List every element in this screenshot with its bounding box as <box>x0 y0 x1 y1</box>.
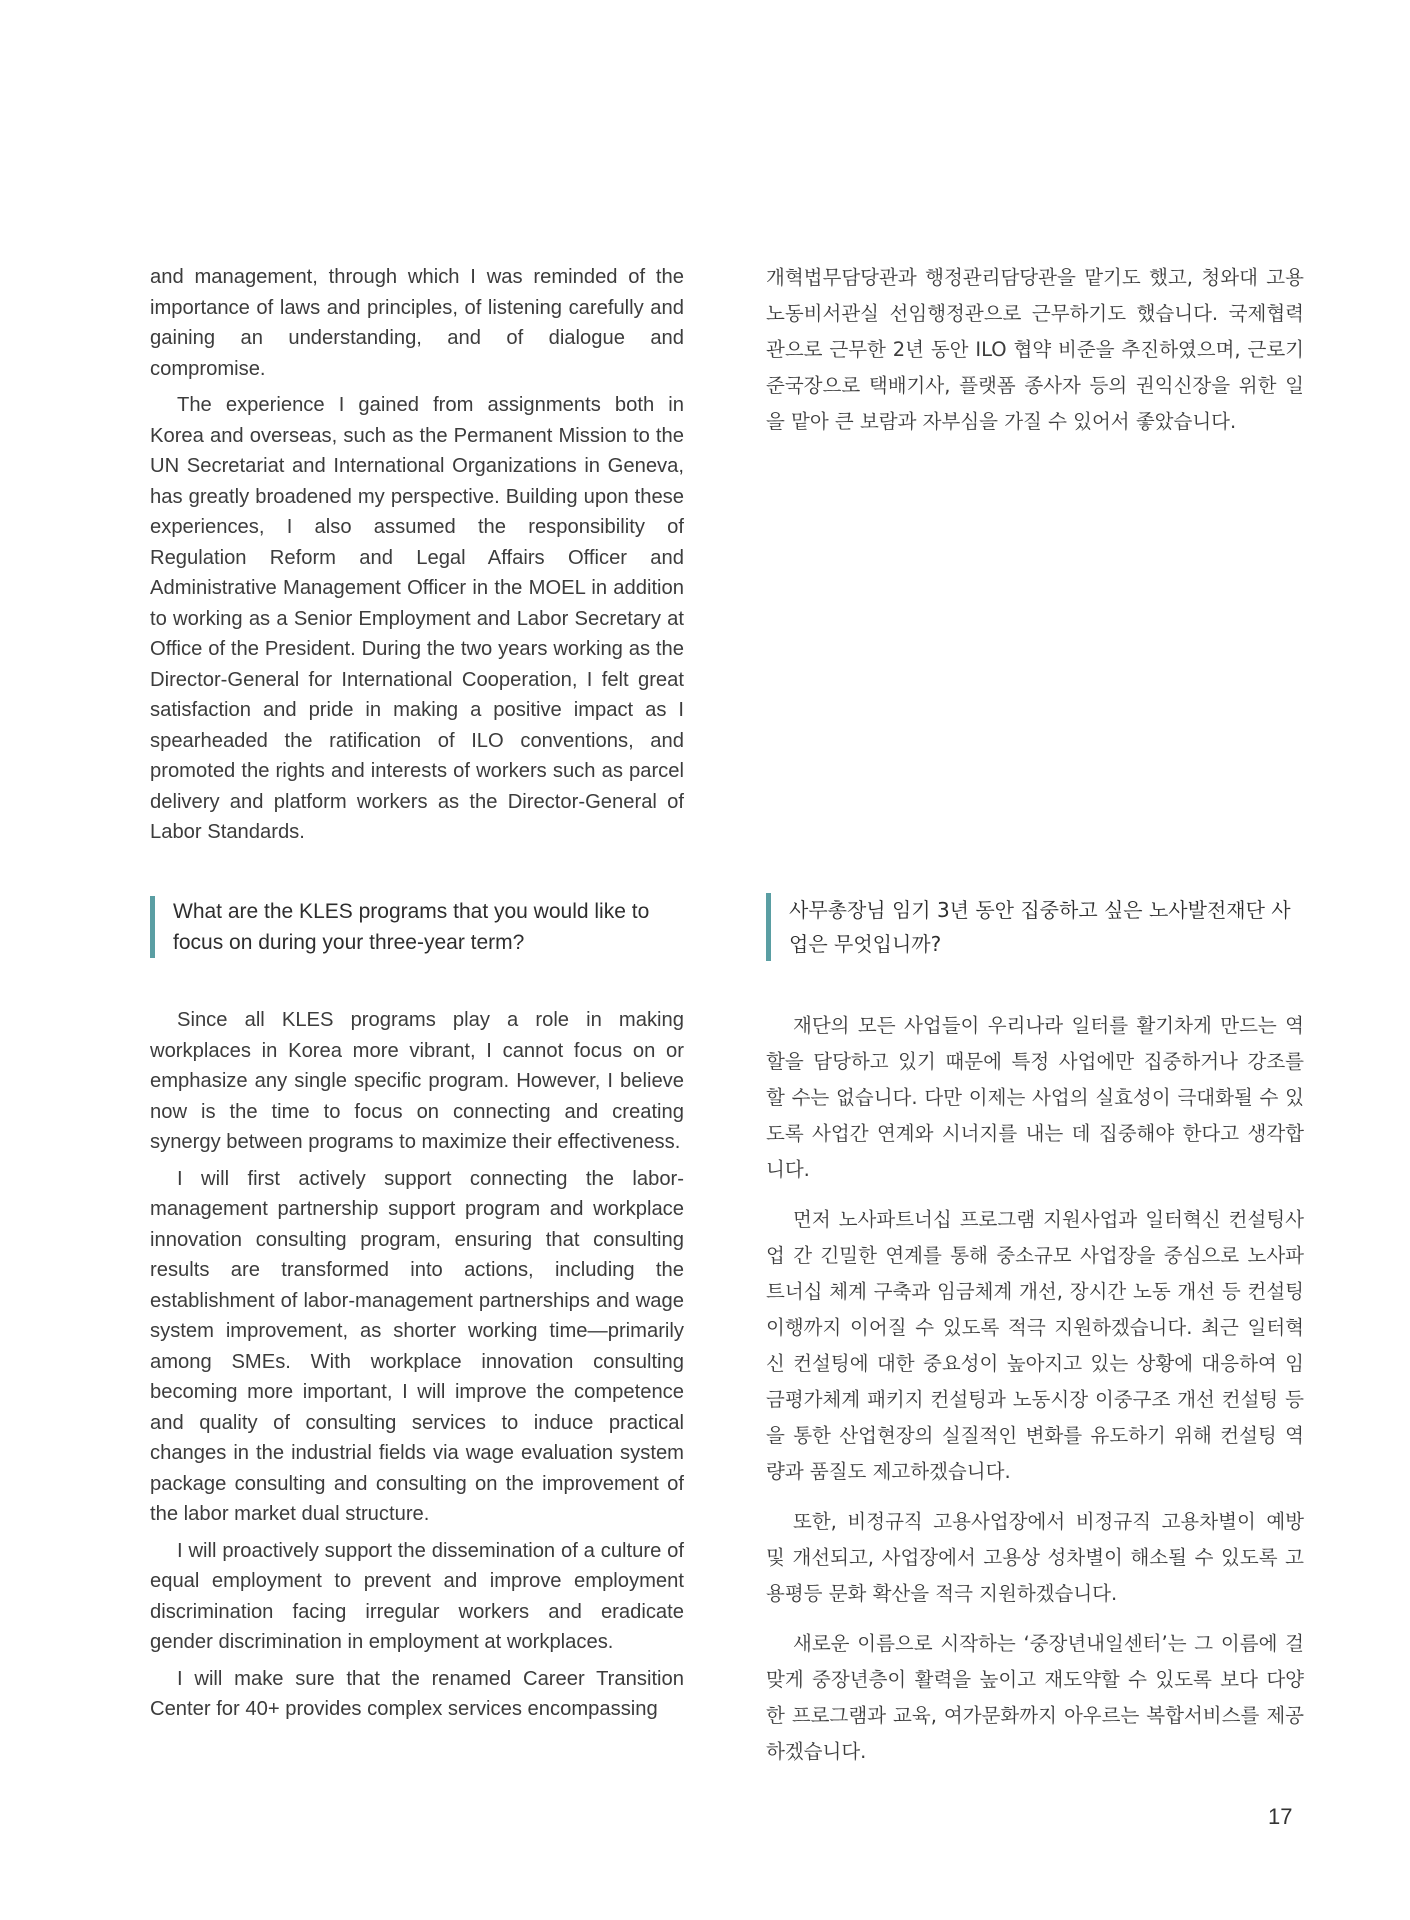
paragraph: The experience I gained from assignments both in Korea and overseas, such as the Permanent Mission to the UN Secretariat and International Organizations in Geneva, has greatly broadened my perspective. Building upon these experiences, I also assumed the responsibility of Regulation Reform and Legal Affairs Officer and Administrative Management Officer in the MOEL in addition to working as a Senior Employment and Labor Secretary at Office of the President. During the two years working as the Director-General for International Cooperation, I felt great satisfaction and pride in making a positive impact as I spearheaded the ratification of ILO conventions, and promoted the rights and interests of workers such as parcel delivery and platform workers as the Director-General of Labor Standards. <box>150 394 684 843</box>
paragraph: 개혁법무담당관과 행정관리담당관을 맡기도 했고, 청와대 고용노동비서관실 선임행정관으로 근무하기도 했습니다. 국제협력관으로 근무한 2년 동안 ILO 협약 비준을 추진하였으며, 근로기준국장으로 택배기사, 플랫폼 종사자 등의 권익신장을 위한 일을 맡아 큰 보람과 자부심을 가질 수 있어서 좋았습니다. <box>766 266 1304 433</box>
answer-korean-column <box>766 1008 1304 1770</box>
paragraph: and management, through which I was reminded of the importance of laws and principles, of listening carefully and gaining an understanding, and of dialogue and compromise. <box>150 266 684 380</box>
question-english <box>150 896 690 958</box>
paragraph: I will first actively support connecting the labor-management partnership support program and workplace innovation consulting program, ensuring that consulting results are transformed into actions, including the establishment of labor-management partnerships and wage system improvement, as shorter working time—primarily among SMEs. With workplace innovation consulting becoming more important, I will improve the competence and quality of consulting services to induce practical changes in the industrial fields via wage evaluation system package consulting and consulting on the improvement of the labor market dual structure. <box>150 1167 684 1525</box>
top-korean-column <box>766 260 1304 440</box>
question-text: What are the KLES programs that you would like to focus on during your three-year term? <box>173 900 650 954</box>
top-english-column <box>150 262 684 848</box>
paragraph: I will proactively support the dissemination of a culture of equal employment to prevent and improve employment discrimination facing irregular workers and eradicate gender discrimination in employment at workplaces. <box>150 1539 684 1653</box>
paragraph: I will make sure that the renamed Career Transition Center for 40+ provides complex services encompassing <box>150 1667 684 1720</box>
question-accent-bar <box>150 896 155 958</box>
answer-english-column <box>150 1005 684 1725</box>
page-number: 17 <box>1268 1804 1293 1829</box>
paragraph: 재단의 모든 사업들이 우리나라 일터를 활기차게 만드는 역할을 담당하고 있기 때문에 특정 사업에만 집중하거나 강조를 할 수는 없습니다. 다만 이제는 사업의 실효성이 극대화될 수 있도록 사업간 연계와 시너지를 내는 데 집중해야 한다고 생각합니다. <box>766 1014 1304 1181</box>
paragraph: 먼저 노사파트너십 프로그램 지원사업과 일터혁신 컨설팅사업 간 긴밀한 연계를 통해 중소규모 사업장을 중심으로 노사파트너십 체계 구축과 임금체계 개선, 장시간 노동 개선 등 컨설팅 이행까지 이어질 수 있도록 적극 지원하겠습니다. 최근 일터혁신 컨설팅에 대한 중요성이 높아지고 있는 상황에 대응하여 임금평가체계 패키지 컨설팅과 노동시장 이중구조 개선 컨설팅 등을 통한 산업현장의 실질적인 변화를 유도하기 위해 컨설팅 역량과 품질도 제고하겠습니다. <box>766 1208 1304 1483</box>
paragraph: Since all KLES programs play a role in making workplaces in Korea more vibrant, I cannot focus on or emphasize any single specific program. However, I believe now is the time to focus on connecting and creating synergy between programs to maximize their effectiveness. <box>150 1009 684 1153</box>
paragraph: 새로운 이름으로 시작하는 ‘중장년내일센터’는 그 이름에 걸맞게 중장년층이 활력을 높이고 재도약할 수 있도록 보다 다양한 프로그램과 교육, 여가문화까지 아우르는 복합서비스를 제공하겠습니다. <box>766 1632 1304 1763</box>
paragraph: 또한, 비정규직 고용사업장에서 비정규직 고용차별이 예방 및 개선되고, 사업장에서 고용상 성차별이 해소될 수 있도록 고용평등 문화 확산을 적극 지원하겠습니다. <box>766 1510 1304 1605</box>
question-korean <box>766 893 1306 961</box>
question-accent-bar <box>766 893 771 961</box>
question-text: 사무총장님 임기 3년 동안 집중하고 싶은 노사발전재단 사업은 무엇입니까? <box>789 898 1291 956</box>
